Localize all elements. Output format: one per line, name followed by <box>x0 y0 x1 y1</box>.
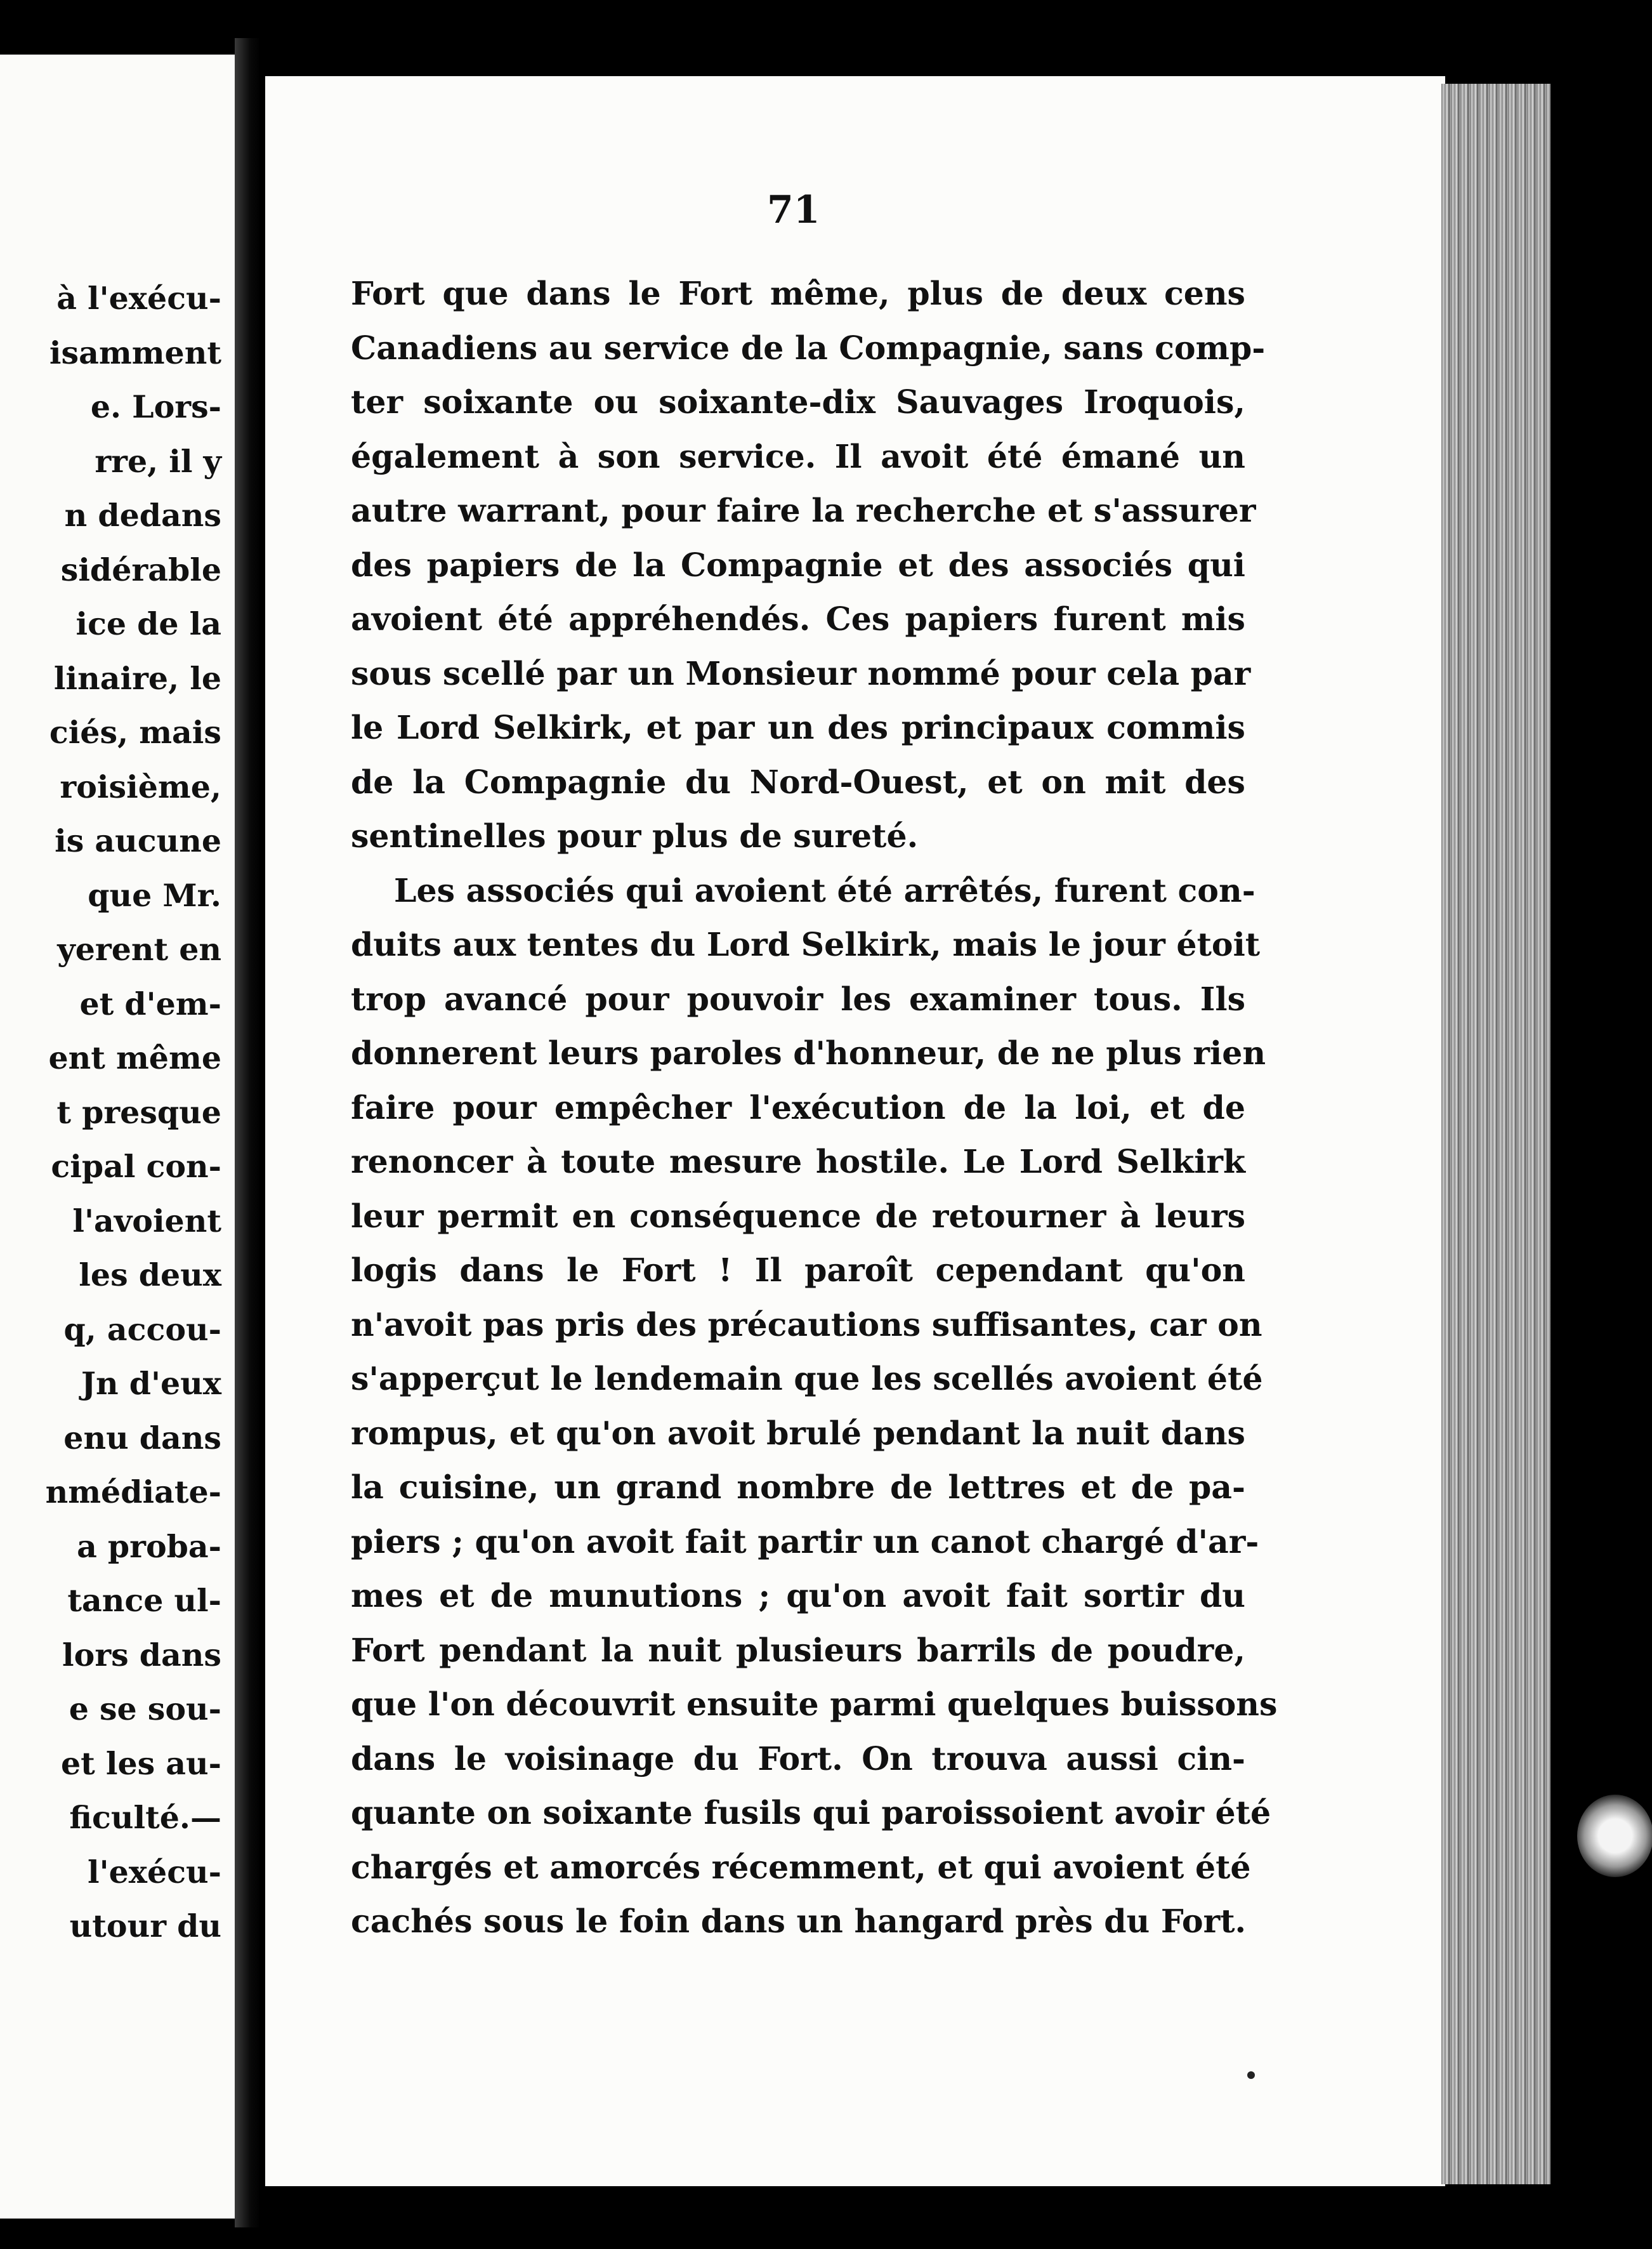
left-text-line: t presque <box>56 1093 221 1131</box>
left-page-text <box>0 272 221 1954</box>
text-line: également à son service. Il avoit été émané un <box>351 437 1245 475</box>
text-line: Les associés qui avoient été arrêtés, furent con- <box>394 871 1255 909</box>
text-line: que l'on découvrit ensuite parmi quelques buissons <box>351 1685 1278 1723</box>
left-text-line: roisième, <box>60 768 221 805</box>
left-text-line: Jn d'eux <box>81 1365 221 1402</box>
left-text-line: l'exécu- <box>88 1853 221 1890</box>
text-line: sous scellé par un Monsieur nommé pour cela par <box>351 654 1251 692</box>
text-line: dans le voisinage du Fort. On trouva aussi cin- <box>351 1739 1245 1777</box>
text-line: sentinelles pour plus de sureté. <box>351 817 919 855</box>
text-line: chargés et amorcés récemment, et qui avoient été <box>351 1848 1251 1886</box>
left-text-line: q, accou- <box>63 1310 221 1348</box>
text-line: n'avoit pas pris des précautions suffisantes, car on <box>351 1305 1262 1343</box>
left-text-line: ice de la <box>75 605 221 642</box>
text-line: quante on soixante fusils qui paroissoient avoir été <box>351 1794 1271 1831</box>
text-line: le Lord Selkirk, et par un des principaux commis <box>351 709 1245 746</box>
left-text-line: yerent en <box>57 931 221 968</box>
left-text-line: l'avoient <box>72 1202 221 1239</box>
left-text-line: et les au- <box>60 1744 221 1782</box>
left-text-line: n dedans <box>64 497 221 534</box>
text-line: autre warrant, pour faire la recherche et s'assurer <box>351 492 1256 529</box>
left-text-line: ent même <box>48 1039 221 1076</box>
left-text-line: isamment <box>49 334 221 371</box>
text-line: renoncer à toute mesure hostile. Le Lord Selkirk <box>351 1143 1245 1180</box>
bottom-dot <box>1247 2071 1255 2079</box>
left-text-line: que Mr. <box>88 876 221 914</box>
text-line: leur permit en conséquence de retourner à leurs <box>351 1197 1245 1235</box>
edge-mark <box>1577 1795 1652 1877</box>
left-text-line: ciés, mais <box>49 714 221 751</box>
left-text-line: tance ul- <box>67 1582 221 1619</box>
left-text-line: nmédiate- <box>45 1474 221 1510</box>
text-line: donnerent leurs paroles d'honneur, de ne plus rien <box>351 1034 1266 1072</box>
left-text-line: is aucune <box>55 822 221 859</box>
left-text-line: enu dans <box>63 1419 221 1456</box>
book-gutter <box>235 38 260 2227</box>
text-line: la cuisine, un grand nombre de lettres et de pa- <box>351 1468 1245 1506</box>
left-text-line: à l'exécu- <box>56 280 221 317</box>
text-line: Fort que dans le Fort même, plus de deux cens <box>351 275 1245 312</box>
text-line: mes et de munutions ; qu'on avoit fait sortir du <box>351 1577 1245 1614</box>
page-edges <box>1441 84 1550 2184</box>
left-text-line: linaire, le <box>53 659 221 697</box>
left-text-line: e. Lors- <box>90 388 221 425</box>
text-line: logis dans le Fort ! Il paroît cependant qu'on <box>351 1251 1245 1289</box>
text-line: rompus, et qu'on avoit brulé pendant la nuit dans <box>351 1414 1245 1452</box>
text-line: duits aux tentes du Lord Selkirk, mais le jour étoit <box>351 926 1261 963</box>
page-number: 71 <box>767 188 820 232</box>
text-line: de la Compagnie du Nord-Ouest, et on mit des <box>351 763 1245 801</box>
right-page-text <box>351 267 1278 1949</box>
text-line: avoient été appréhendés. Ces papiers furent mis <box>351 600 1245 638</box>
left-text-line: a proba- <box>77 1527 221 1565</box>
left-text-line: lors dans <box>62 1636 221 1673</box>
left-text-line: ficulté.— <box>69 1799 221 1836</box>
left-text-line: e se sou- <box>69 1691 221 1727</box>
text-line: cachés sous le foin dans un hangard près du Fort. <box>351 1903 1247 1940</box>
left-text-line: cipal con- <box>51 1148 221 1185</box>
text-line: trop avancé pour pouvoir les examiner tous. Ils <box>351 980 1245 1018</box>
text-line: faire pour empêcher l'exécution de la loi, et de <box>351 1088 1245 1126</box>
left-text-line: sidérable <box>60 551 221 588</box>
text-line: s'apperçut le lendemain que les scellés avoient été <box>351 1360 1263 1397</box>
left-text-line: rre, il y <box>95 442 221 480</box>
left-page <box>0 55 238 2219</box>
text-line: ter soixante ou soixante-dix Sauvages Iroquois, <box>351 383 1245 421</box>
text-line: Canadiens au service de la Compagnie, sans comp- <box>351 329 1266 367</box>
left-text-line: utour du <box>69 1908 221 1944</box>
left-text-line: les deux <box>79 1256 221 1293</box>
text-line: piers ; qu'on avoit fait partir un canot chargé d'ar- <box>351 1522 1259 1560</box>
text-line: Fort pendant la nuit plusieurs barrils de poudre, <box>351 1631 1245 1669</box>
left-text-line: et d'em- <box>79 985 221 1022</box>
text-line: des papiers de la Compagnie et des associés qui <box>351 546 1245 584</box>
